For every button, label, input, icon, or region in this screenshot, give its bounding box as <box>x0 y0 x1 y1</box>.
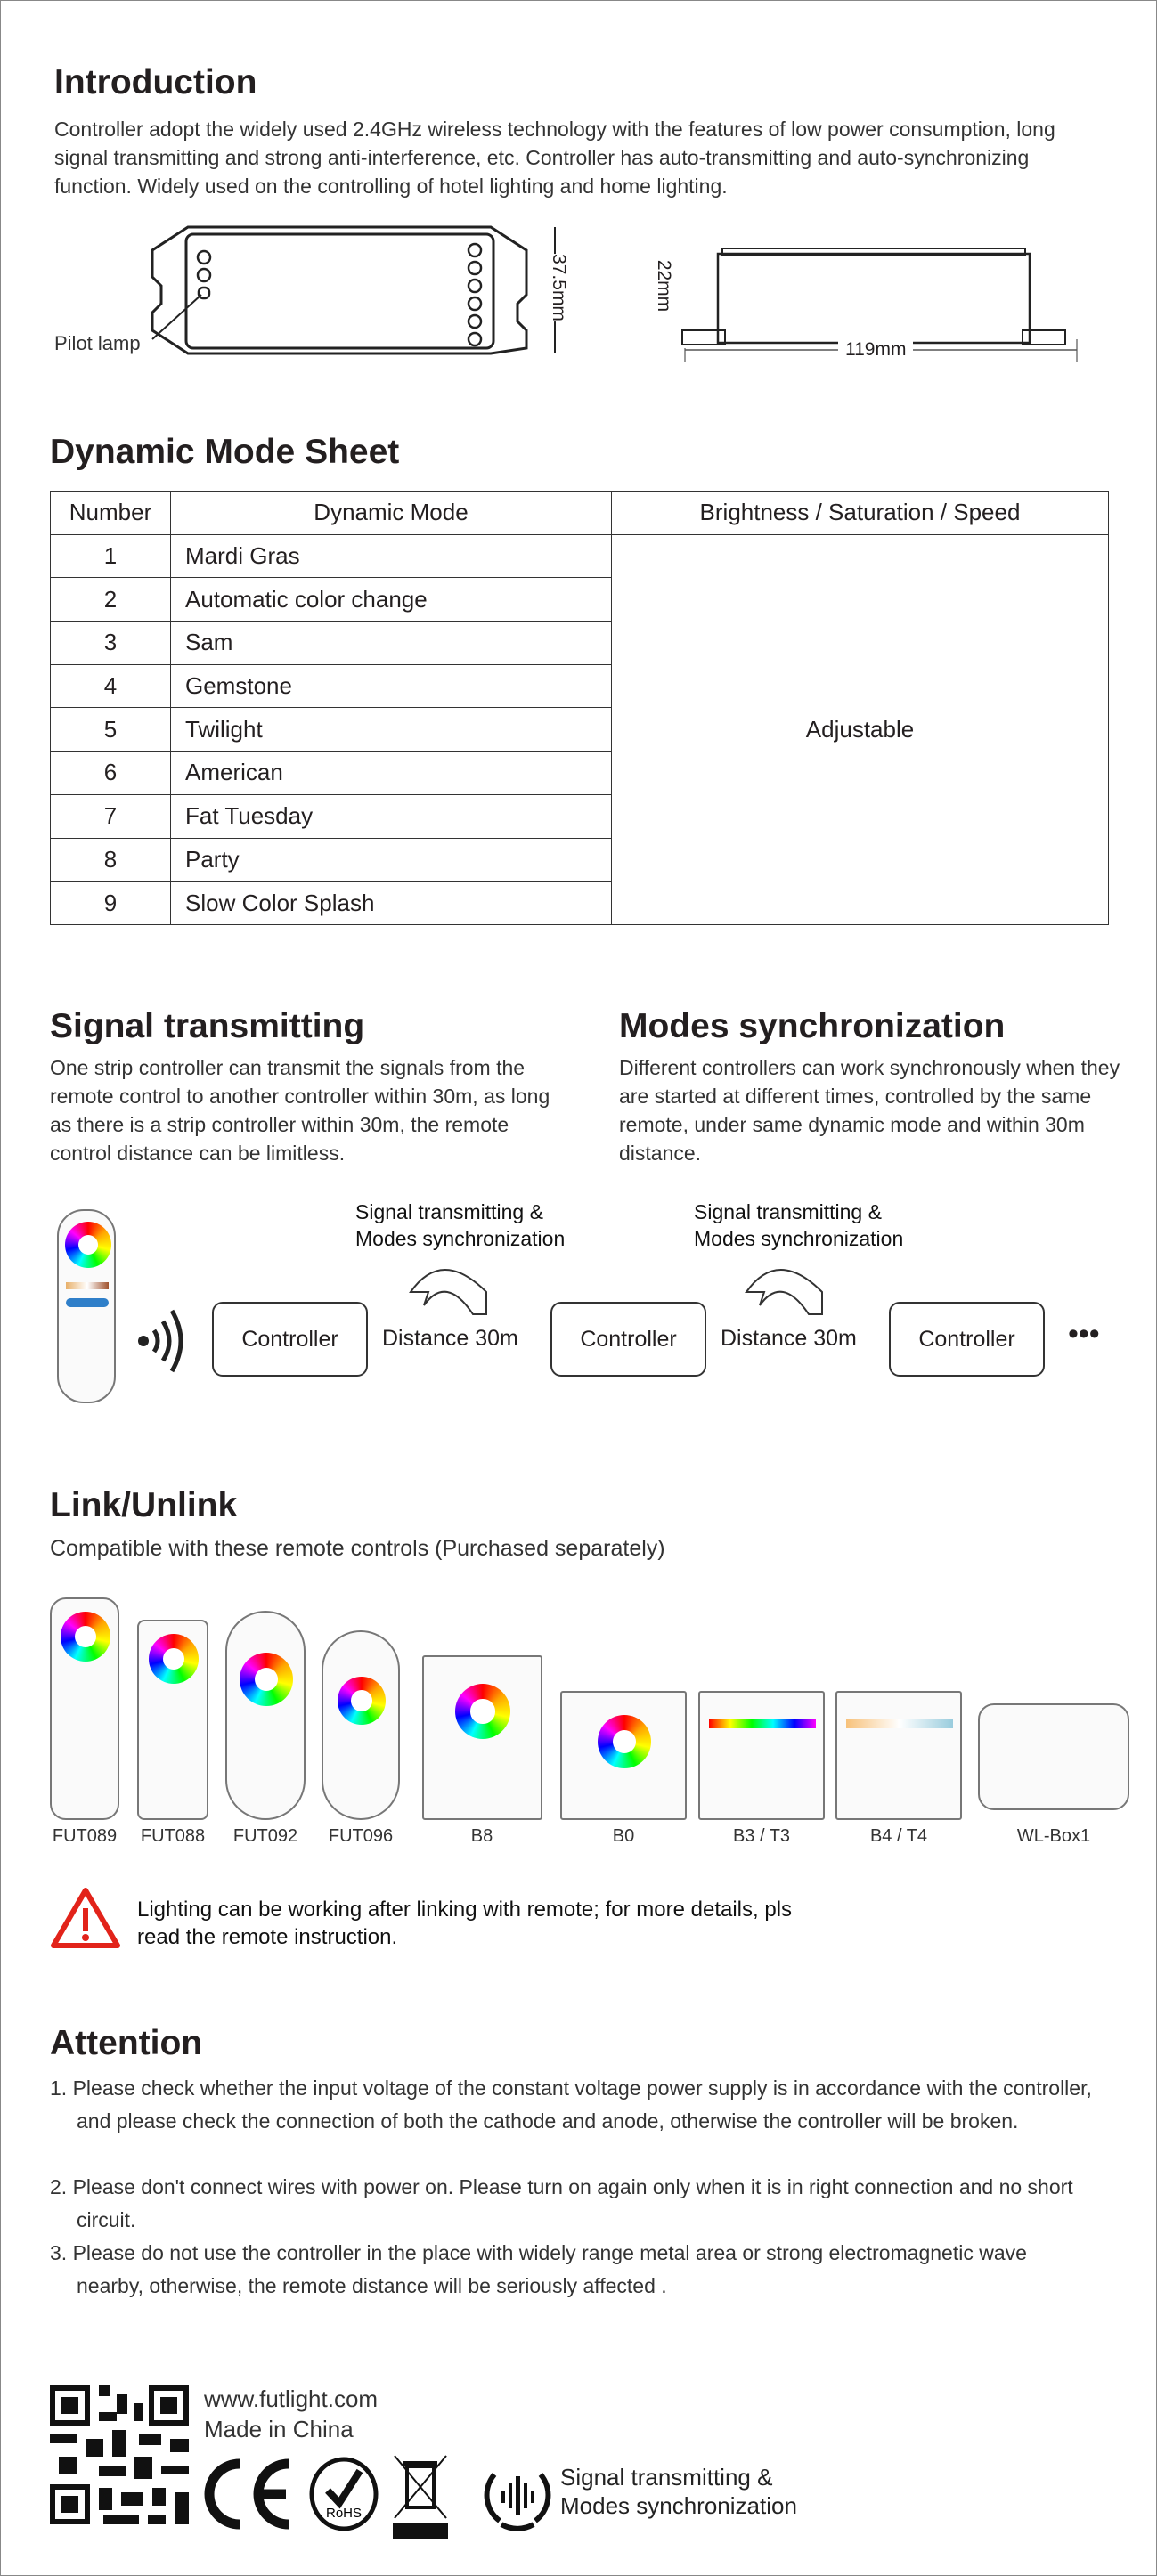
made-in-text: Made in China <box>204 2416 354 2442</box>
remote-label: FUT092 <box>232 1826 298 1846</box>
footer-sync-line: Modes synchronization <box>560 2492 797 2519</box>
row-number: 9 <box>51 882 171 925</box>
flow-label-line: Signal transmitting & <box>694 1200 882 1223</box>
row-number: 8 <box>51 838 171 882</box>
remote-label: FUT088 <box>140 1826 206 1846</box>
row-mode: Fat Tuesday <box>171 794 612 838</box>
controller-box-2: Controller <box>550 1302 706 1377</box>
row-mode: American <box>171 752 612 795</box>
remote-fut089 <box>50 1597 119 1820</box>
link-title: Link/Unlink <box>50 1486 238 1524</box>
distance-label-1: Distance 30m <box>382 1326 518 1351</box>
row-mode: Sam <box>171 622 612 665</box>
footer-sync-line: Signal transmitting & <box>560 2464 773 2491</box>
controller-top-diagram <box>134 223 571 357</box>
remote-label: FUT089 <box>52 1826 118 1846</box>
row-mode: Slow Color Splash <box>171 882 612 925</box>
controller-box-3: Controller <box>889 1302 1045 1377</box>
remote-label: WL-Box1 <box>1016 1826 1091 1846</box>
remote-label: B8 <box>470 1826 493 1846</box>
adjustable-cell: Adjustable <box>612 534 1109 924</box>
table-row <box>51 534 1109 578</box>
depth-dimension: 22mm <box>654 259 675 313</box>
flow-label-line: Modes synchronization <box>694 1227 904 1250</box>
remote-label: B0 <box>612 1826 635 1846</box>
intro-title: Introduction <box>54 63 257 102</box>
warning-icon <box>50 1887 121 1949</box>
intro-text: Controller adopt the widely used 2.4GHz wireless technology with the features of low power consumption, long signal transmitting and strong anti-interference, etc. Controller has auto-transmitting and auto-synchronizing function. Widely used on the controlling of hotel lighting and home lighting. <box>54 118 1055 198</box>
row-number: 7 <box>51 794 171 838</box>
remote-label: B4 / T4 <box>869 1826 928 1846</box>
controller-box-1: Controller <box>212 1302 368 1377</box>
rohs-label: RoHS <box>325 2506 363 2521</box>
wireless-signal-icon <box>134 1305 197 1377</box>
distance-label-2: Distance 30m <box>721 1326 857 1351</box>
sync-signal-icon <box>482 2457 553 2533</box>
link-subtitle: Compatible with these remote controls (Purchased separately) <box>50 1536 665 1561</box>
color-wheel-icon <box>65 1222 111 1268</box>
qr-code-icon <box>50 2385 189 2524</box>
height-dimension: 37.5mm <box>548 254 569 321</box>
row-number: 1 <box>51 534 171 578</box>
attention-item-1: 1. Please check whether the input voltage of the constant voltage power supply is in accordance with the controller, and please check the connection of both the cathode and anode, otherwise the controller will be broken. <box>50 2076 1092 2133</box>
remote-fut088 <box>137 1620 208 1820</box>
header-mode: Dynamic Mode <box>171 492 612 535</box>
curved-arrow-icon <box>742 1256 840 1319</box>
warning-text: Lighting can be working after linking with remote; for more details, pls read the remote instruction. <box>137 1897 793 1949</box>
pilot-lamp-label: Pilot lamp <box>54 332 141 354</box>
row-number: 2 <box>51 578 171 622</box>
row-mode: Twilight <box>171 708 612 752</box>
remote-fut092 <box>225 1611 306 1820</box>
signal-text: One strip controller can transmit the signals from the remote control to another controller within 30m, as long as there is a strip controller within 30m, the remote control distance can be limitless. <box>50 1056 550 1165</box>
row-mode: Gemstone <box>171 664 612 708</box>
header-number: Number <box>51 492 171 535</box>
header-brightness: Brightness / Saturation / Speed <box>612 492 1109 535</box>
row-number: 3 <box>51 622 171 665</box>
table-header <box>51 492 1109 535</box>
signal-title: Signal transmitting <box>50 1007 365 1045</box>
rohs-icon <box>308 2457 379 2531</box>
width-dimension: 119mm <box>838 339 913 361</box>
attention-title: Attention <box>50 2024 203 2062</box>
attention-item-2: 2. Please don't connect wires with power on. Please turn on again only when it is in right connection and no short circuit. <box>50 2175 1073 2231</box>
remote-wl-box1 <box>978 1703 1129 1810</box>
row-mode: Party <box>171 838 612 882</box>
remote-b3 <box>698 1691 825 1820</box>
remote-illustration <box>57 1209 116 1403</box>
flow-label-1 <box>355 1199 565 1252</box>
row-number: 5 <box>51 708 171 752</box>
remote-b0 <box>560 1691 687 1820</box>
remote-fut096 <box>322 1630 400 1820</box>
row-number: 4 <box>51 664 171 708</box>
flow-label-line: Signal transmitting & <box>355 1200 543 1223</box>
remote-b4 <box>835 1691 962 1820</box>
remote-label: B3 / T3 <box>732 1826 791 1846</box>
sync-text: Different controllers can work synchronously when they are started at different times, controlled by the same remote, under same dynamic mode and within 30m distance. <box>619 1056 1120 1165</box>
footer-sync-label <box>560 2463 797 2520</box>
flow-label-line: Modes synchronization <box>355 1227 566 1250</box>
attention-item-3: 3. Please do not use the controller in the place with widely range metal area or strong electromagnetic wave nearby, otherwise, the remote distance will be seriously affected . <box>50 2241 1027 2297</box>
sheet-title: Dynamic Mode Sheet <box>50 433 400 471</box>
ce-mark-icon <box>204 2458 297 2530</box>
dynamic-mode-table <box>50 491 1109 925</box>
remote-b8 <box>422 1655 542 1820</box>
more-dots: ••• <box>1068 1317 1100 1351</box>
weee-bin-icon <box>393 2454 448 2539</box>
website-text: www.futlight.com <box>204 2385 379 2412</box>
row-mode: Mardi Gras <box>171 534 612 578</box>
curved-arrow-icon <box>406 1256 504 1319</box>
flow-label-2 <box>694 1199 903 1252</box>
row-mode: Automatic color change <box>171 578 612 622</box>
remote-label: FUT096 <box>328 1826 394 1846</box>
row-number: 6 <box>51 752 171 795</box>
sync-title: Modes synchronization <box>619 1007 1006 1045</box>
